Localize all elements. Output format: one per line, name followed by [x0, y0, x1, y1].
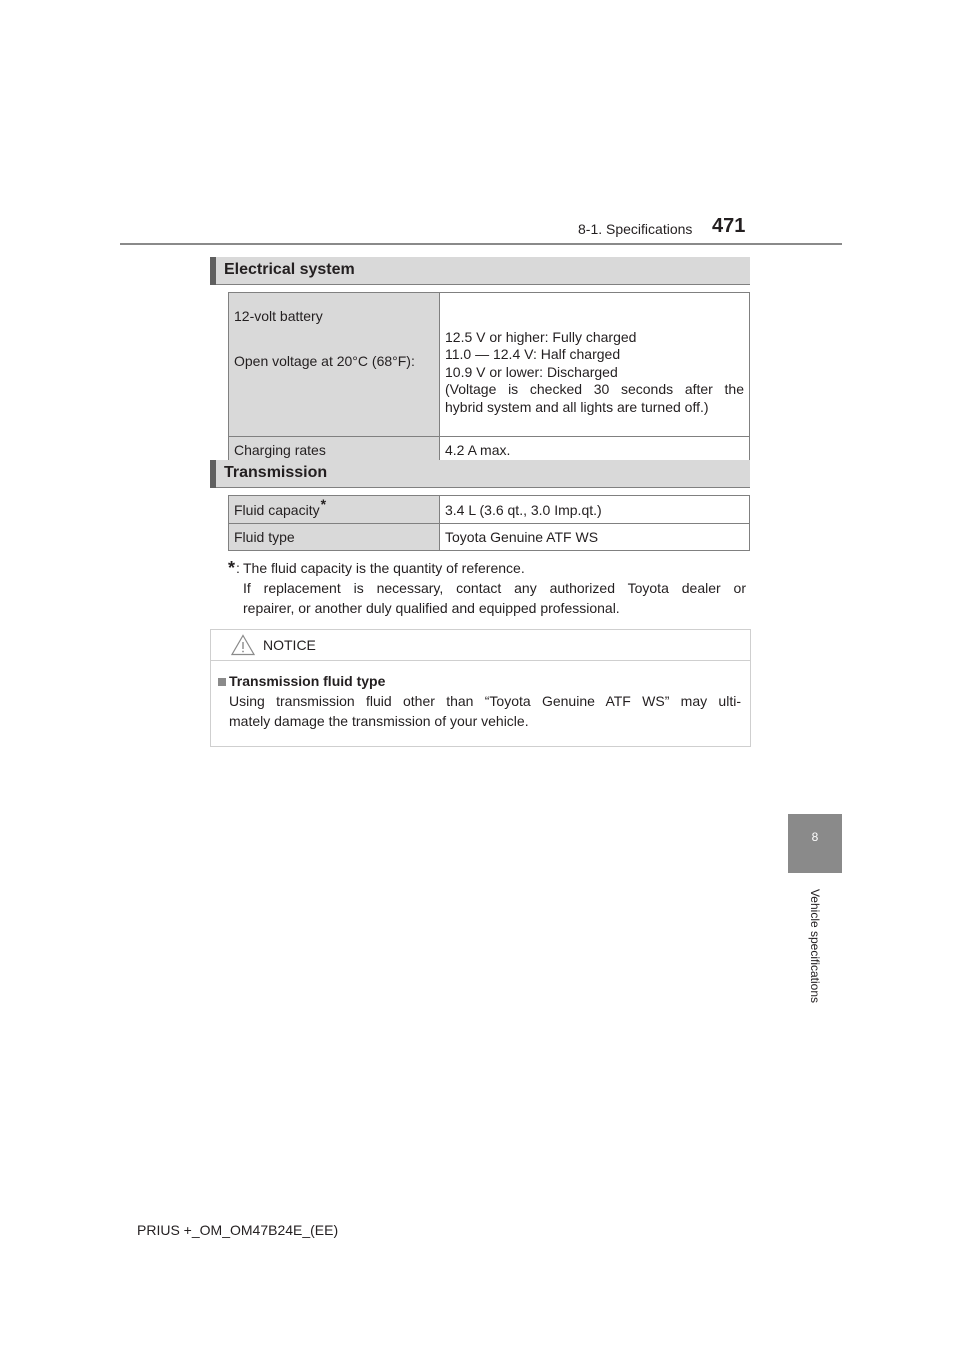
- charging-rates-value: 4.2 A max.: [440, 437, 750, 464]
- battery-value-line: 12.5 V or higher: Fully charged: [445, 328, 637, 345]
- footnote-asterisk: *: [228, 558, 236, 578]
- battery-value-line: hybrid system and all lights are turned off.): [445, 398, 709, 415]
- notice-subtitle: Transmission fluid type: [229, 673, 386, 689]
- chapter-tab-number: 8: [811, 830, 819, 844]
- fluid-type-label: Fluid type: [229, 524, 440, 551]
- electrical-system-header: [210, 257, 750, 285]
- notice-subtitle-row: [218, 673, 385, 689]
- notice-body: [229, 691, 741, 731]
- table-row: [229, 524, 750, 551]
- table-row: [229, 293, 750, 437]
- battery-value-line: (Voltage is checked 30 seconds after the: [445, 381, 744, 398]
- footnote-colon: :: [236, 560, 240, 576]
- electrical-spec-table: [228, 292, 750, 464]
- battery-label-cell: [229, 293, 440, 437]
- transmission-header: [210, 460, 750, 488]
- charging-rates-label: Charging rates: [229, 437, 440, 464]
- bullet-square-icon: [218, 678, 226, 686]
- manual-code-footer: PRIUS +_OM_OM47B24E_(EE): [137, 1222, 339, 1238]
- footnote-line: repairer, or another duly qualified and equipped professional.: [243, 600, 620, 616]
- section-header-bar: [210, 460, 216, 488]
- footnote-line: If replacement is necessary, contact any authorized Toyota dealer or: [243, 580, 746, 596]
- transmission-spec-table: [228, 495, 750, 551]
- battery-value-line: 10.9 V or lower: Discharged: [445, 363, 618, 380]
- fluid-capacity-label-cell: [229, 496, 440, 524]
- header-divider: [120, 243, 842, 245]
- transmission-title: Transmission: [224, 464, 328, 481]
- battery-value-cell: [440, 293, 750, 437]
- section-title: 8-1. Specifications: [578, 221, 693, 237]
- chapter-tab-label: Vehicle specifications: [808, 888, 822, 1004]
- section-header-bar: [210, 257, 216, 285]
- fluid-type-value: Toyota Genuine ATF WS: [440, 524, 750, 551]
- open-voltage-label: Open voltage at 20°C (68°F):: [234, 353, 415, 369]
- notice-body-line: mately damage the transmission of your vehicle.: [229, 713, 529, 729]
- page-number: 471: [712, 215, 746, 237]
- notice-body-line: Using transmission fluid other than “Toyota Genuine ATF WS” may ulti-: [229, 693, 741, 709]
- notice-header: [211, 630, 750, 661]
- footnote-line: The fluid capacity is the quantity of reference.: [243, 560, 525, 576]
- notice-box: [210, 629, 751, 747]
- warning-triangle-icon: [231, 634, 255, 656]
- fluid-capacity-value: 3.4 L (3.6 qt., 3.0 Imp.qt.): [440, 496, 750, 524]
- table-row: [229, 496, 750, 524]
- electrical-system-title: Electrical system: [224, 261, 355, 278]
- footnote-marker: *: [320, 495, 327, 512]
- battery-value-line: 11.0 — 12.4 V: Half charged: [445, 346, 621, 363]
- footnote: [228, 558, 746, 618]
- notice-title: NOTICE: [263, 637, 316, 653]
- fluid-capacity-label: Fluid capacity: [234, 501, 320, 518]
- battery-label: 12-volt battery: [234, 308, 323, 324]
